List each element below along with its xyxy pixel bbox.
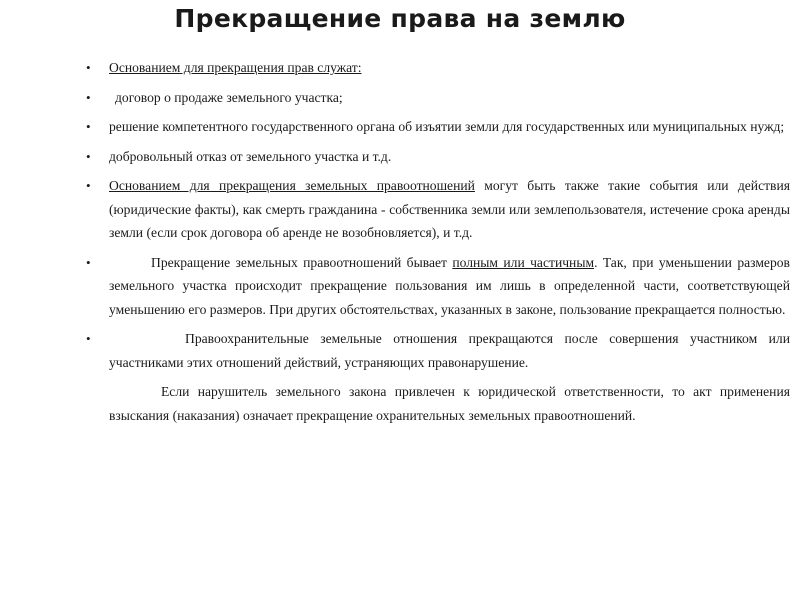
item-text: . Так, при уменьшении размеров земельного участка происходит прекращение пользования им лишь в определенной части, соответствующей уменьшению его размеров. При других обстоятельствах, указанных в законе, пользование прекращается полностью. [109,254,790,317]
list-item [86,174,790,245]
list-item [86,327,790,374]
closing-paragraph [86,380,790,427]
list-item [86,251,790,322]
bullet-icon: • [86,119,91,134]
item-underlined-text: Основанием для прекращения земельных правоотношений [109,178,475,193]
item-text: добровольный отказ от земельного участка и т.д. [109,148,392,164]
item-text: могут быть также такие события или действия (юридические факты), как смерть гражданина - собственника земли или землепользователя, истечение срока аренды земли (если срок договора об аренде не возобновляется), и т.д. [109,178,791,240]
item-text: Прекращение земельных правоотношений бывает [151,254,453,270]
bullet-icon: • [86,148,91,164]
slide-title: Прекращение права на землю [174,4,626,33]
item-text: Основанием для прекращения прав служат: [109,60,362,75]
list-item [86,56,790,80]
item-text: Правоохранительные земельные отношения прекращаются после совершения участником или участниками этих отношений действий, устраняющих правонарушение. [109,331,790,370]
item-text: решение компетентного государственного органа об изъятии земли для государственных или муниципальных нужд; [109,119,785,134]
list-item [86,145,790,169]
bullet-icon: • [86,178,91,193]
list-item [86,115,790,139]
bullet-icon: • [86,331,91,346]
bullet-icon: • [86,89,91,105]
bullet-icon: • [86,254,91,270]
item-text: договор о продаже земельного участка; [115,89,343,105]
bullet-icon: • [86,60,91,75]
paragraph-text: Если нарушитель земельного закона привлечен к юридической ответственности, то акт применения взыскания (наказания) означает прекращение охранительных земельных правоотношений. [109,384,790,423]
slide-content [86,56,790,427]
item-underlined-text: полным или частичным [452,254,595,270]
list-item [86,86,790,110]
